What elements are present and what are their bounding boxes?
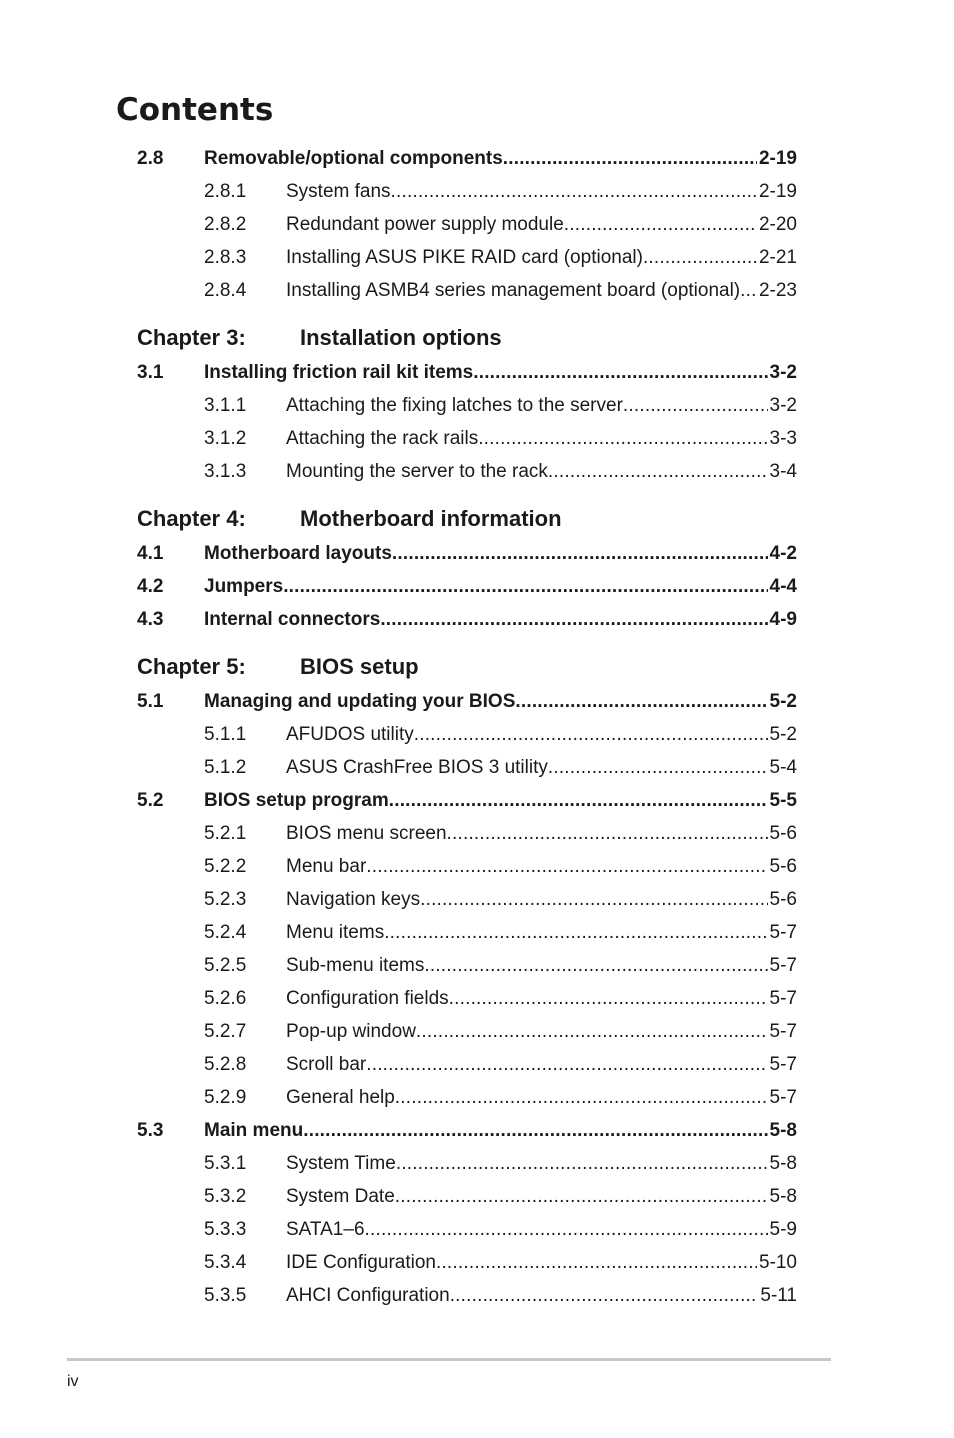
toc-subsection-entry[interactable] (137, 817, 797, 850)
dot-leader (366, 850, 767, 883)
toc-subsection-entry[interactable] (137, 1213, 797, 1246)
dot-leader (515, 685, 767, 718)
chapter-title: Motherboard information (300, 506, 562, 531)
entry-number: 5.2.1 (204, 823, 247, 844)
entry-number: 3.1.3 (204, 461, 247, 482)
dot-leader (396, 1147, 768, 1180)
entry-page-number: 5-7 (769, 1087, 797, 1108)
chapter-title: Installation options (300, 325, 502, 350)
entry-page-number: 5-5 (769, 790, 797, 811)
entry-label: IDE Configuration (286, 1252, 436, 1273)
toc-subsection-entry[interactable] (137, 241, 797, 274)
page-title: Contents (116, 92, 274, 128)
entry-number: 5.3 (137, 1120, 164, 1141)
dot-leader (391, 175, 757, 208)
entry-page-number: 2-23 (758, 280, 797, 301)
entry-page-number: 5-4 (769, 757, 797, 778)
entry-number: 3.1.2 (204, 428, 247, 449)
entry-label: BIOS setup program (204, 790, 389, 811)
toc-section-entry[interactable] (137, 570, 797, 603)
entry-label: System fans (286, 181, 391, 202)
entry-page-number: 3-2 (769, 362, 797, 383)
entry-label: Installing ASMB4 series management board (optional) (286, 280, 741, 301)
toc-subsection-entry[interactable] (137, 422, 797, 455)
chapter-number: Chapter 4: (137, 506, 246, 531)
toc-subsection-entry[interactable] (137, 1081, 797, 1114)
dot-leader (548, 751, 768, 784)
dot-leader (303, 1114, 767, 1147)
entry-page-number: 5-7 (769, 988, 797, 1009)
toc-subsection-entry[interactable] (137, 455, 797, 488)
dot-leader (416, 1015, 768, 1048)
toc-section-entry[interactable] (137, 537, 797, 570)
toc-section-entry[interactable] (137, 1114, 797, 1147)
entry-label: System Date (286, 1186, 395, 1207)
entry-page-number: 4-4 (769, 576, 797, 597)
entry-label: Jumpers (204, 576, 284, 597)
entry-label: Installing friction rail kit items (204, 362, 474, 383)
entry-label: General help (286, 1087, 395, 1108)
entry-label: Navigation keys (286, 889, 421, 910)
entry-number: 2.8.4 (204, 280, 247, 301)
entry-label: Configuration fields (286, 988, 449, 1009)
dot-leader (548, 455, 768, 488)
entry-page-number: 5-7 (769, 1054, 797, 1075)
entry-page-number: 4-9 (769, 609, 797, 630)
dot-leader (366, 1048, 767, 1081)
entry-number: 5.3.1 (204, 1153, 247, 1174)
toc-subsection-entry[interactable] (137, 850, 797, 883)
toc-subsection-entry[interactable] (137, 883, 797, 916)
toc-subsection-entry[interactable] (137, 1279, 797, 1312)
toc-subsection-entry[interactable] (137, 1048, 797, 1081)
entry-number: 5.1.1 (204, 724, 247, 745)
entry-label: Scroll bar (286, 1054, 367, 1075)
entry-label: AHCI Configuration (286, 1285, 450, 1306)
entry-number: 4.2 (137, 576, 164, 597)
entry-label: Managing and updating your BIOS (204, 691, 516, 712)
toc-subsection-entry[interactable] (137, 916, 797, 949)
entry-number: 5.2.2 (204, 856, 247, 877)
toc-section-entry[interactable] (137, 685, 797, 718)
entry-page-number: 5-7 (769, 1021, 797, 1042)
dot-leader (395, 1180, 768, 1213)
entry-label: Menu bar (286, 856, 367, 877)
entry-label: AFUDOS utility (286, 724, 414, 745)
dot-leader (449, 982, 768, 1015)
entry-page-number: 5-8 (769, 1186, 797, 1207)
entry-page-number: 5-10 (758, 1252, 797, 1273)
toc-subsection-entry[interactable] (137, 175, 797, 208)
entry-label: Main menu (204, 1120, 304, 1141)
toc-subsection-entry[interactable] (137, 1246, 797, 1279)
dot-leader (450, 1279, 759, 1312)
toc-subsection-entry[interactable] (137, 982, 797, 1015)
entry-number: 5.2.8 (204, 1054, 247, 1075)
toc-subsection-entry[interactable] (137, 1015, 797, 1048)
dot-leader (414, 718, 768, 751)
toc-section-entry[interactable] (137, 142, 797, 175)
toc-subsection-entry[interactable] (137, 751, 797, 784)
entry-page-number: 2-20 (758, 214, 797, 235)
entry-number: 3.1.1 (204, 395, 247, 416)
chapter-title: BIOS setup (300, 654, 419, 679)
dot-leader (395, 1081, 768, 1114)
dot-leader (420, 883, 767, 916)
entry-number: 5.2.3 (204, 889, 247, 910)
entry-number: 5.3.5 (204, 1285, 247, 1306)
toc-subsection-entry[interactable] (137, 1180, 797, 1213)
chapter-number: Chapter 3: (137, 325, 246, 350)
entry-number: 5.2.4 (204, 922, 247, 943)
entry-number: 4.3 (137, 609, 164, 630)
toc-section-entry[interactable] (137, 603, 797, 636)
entry-page-number: 2-21 (758, 247, 797, 268)
entry-page-number: 5-11 (760, 1285, 797, 1306)
entry-number: 3.1 (137, 362, 164, 383)
entry-page-number: 5-7 (769, 955, 797, 976)
footer-divider (67, 1358, 831, 1361)
dot-leader (436, 1246, 757, 1279)
entry-label: Sub-menu items (286, 955, 425, 976)
chapter-number: Chapter 5: (137, 654, 246, 679)
entry-number: 5.2.9 (204, 1087, 247, 1108)
chapter-heading (137, 649, 797, 685)
toc-section-entry[interactable] (137, 356, 797, 389)
dot-leader (623, 389, 768, 422)
entry-number: 5.1 (137, 691, 164, 712)
toc-section-entry[interactable] (137, 784, 797, 817)
dot-leader (643, 241, 757, 274)
entry-number: 5.3.3 (204, 1219, 247, 1240)
entry-page-number: 5-2 (769, 691, 797, 712)
entry-page-number: 2-19 (758, 181, 797, 202)
entry-number: 4.1 (137, 543, 164, 564)
entry-number: 5.2.7 (204, 1021, 247, 1042)
entry-number: 5.2.5 (204, 955, 247, 976)
dot-leader (392, 537, 768, 570)
entry-label: Removable/optional components (204, 148, 503, 169)
dot-leader (424, 949, 767, 982)
dot-leader (740, 274, 757, 307)
entry-label: Installing ASUS PIKE RAID card (optional) (286, 247, 643, 268)
dot-leader (564, 208, 757, 241)
entry-label: System Time (286, 1153, 396, 1174)
dot-leader (389, 784, 768, 817)
entry-label: Internal connectors (204, 609, 381, 630)
dot-leader (503, 142, 757, 175)
entry-page-number: 5-9 (769, 1219, 797, 1240)
entry-number: 5.3.2 (204, 1186, 247, 1207)
entry-number: 5.2 (137, 790, 164, 811)
entry-page-number: 5-6 (769, 856, 797, 877)
entry-label: Redundant power supply module (286, 214, 564, 235)
entry-label: Attaching the fixing latches to the server (286, 395, 623, 416)
entry-label: Pop-up window (286, 1021, 416, 1042)
entry-number: 2.8 (137, 148, 164, 169)
toc-subsection-entry[interactable] (137, 718, 797, 751)
entry-label: Motherboard layouts (204, 543, 392, 564)
chapter-heading (137, 501, 797, 537)
entry-page-number: 3-3 (769, 428, 797, 449)
entry-number: 5.2.6 (204, 988, 247, 1009)
dot-leader (478, 422, 767, 455)
entry-page-number: 5-7 (769, 922, 797, 943)
dot-leader (380, 603, 767, 636)
entry-number: 5.1.2 (204, 757, 247, 778)
entry-page-number: 2-19 (758, 148, 797, 169)
dot-leader (473, 356, 767, 389)
entry-page-number: 5-2 (769, 724, 797, 745)
entry-label: Menu items (286, 922, 385, 943)
dot-leader (384, 916, 767, 949)
toc-subsection-entry[interactable] (137, 1147, 797, 1180)
dot-leader (447, 817, 768, 850)
entry-page-number: 4-2 (769, 543, 797, 564)
entry-page-number: 3-4 (769, 461, 797, 482)
entry-label: ASUS CrashFree BIOS 3 utility (286, 757, 548, 778)
entry-label: BIOS menu screen (286, 823, 447, 844)
entry-number: 2.8.2 (204, 214, 247, 235)
entry-page-number: 5-6 (769, 823, 797, 844)
entry-label: Mounting the server to the rack (286, 461, 548, 482)
entry-page-number: 5-8 (769, 1120, 797, 1141)
entry-page-number: 5-8 (769, 1153, 797, 1174)
footer-page-number: iv (67, 1373, 79, 1390)
entry-number: 2.8.1 (204, 181, 247, 202)
chapter-heading (137, 320, 797, 356)
entry-label: Attaching the rack rails (286, 428, 479, 449)
toc-subsection-entry[interactable] (137, 208, 797, 241)
toc-subsection-entry[interactable] (137, 949, 797, 982)
entry-number: 2.8.3 (204, 247, 247, 268)
entry-page-number: 3-2 (769, 395, 797, 416)
entry-label: SATA1–6 (286, 1219, 365, 1240)
entry-page-number: 5-6 (769, 889, 797, 910)
entry-number: 5.3.4 (204, 1252, 247, 1273)
toc-subsection-entry[interactable] (137, 389, 797, 422)
toc-subsection-entry[interactable] (137, 274, 797, 307)
dot-leader (365, 1213, 768, 1246)
dot-leader (283, 570, 767, 603)
